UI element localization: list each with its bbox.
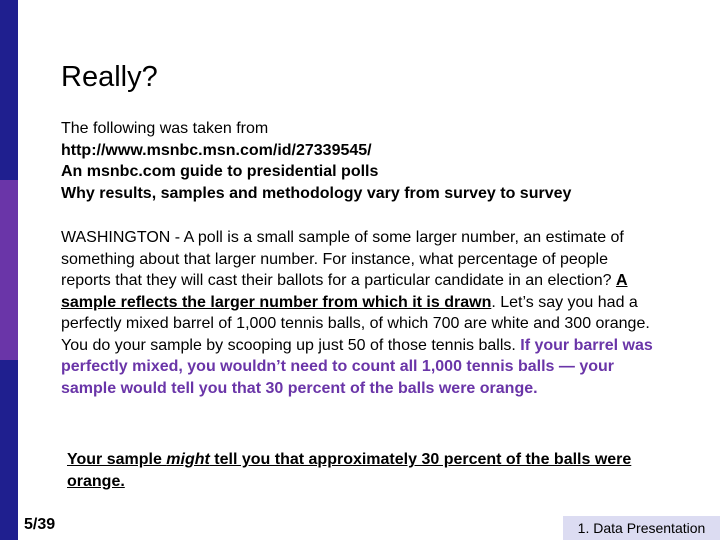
paragraph-emphasis: A sample reflects the larger number from which it is drawn — [61, 272, 628, 311]
paragraph-text-1: WASHINGTON - A poll is a small sample of some larger number, an estimate of something about that larger number. For instance, what percentage of people reports that they will cast their ballots for a particular candidate in an election? — [61, 229, 624, 289]
intro-line-url: http://www.msnbc.msn.com/id/27339545/ — [61, 141, 372, 159]
paragraph-highlight: If your barrel was perfectly mixed, you wouldn’t need to count all 1,000 tennis balls — your sample would tell you that 30 percent of the balls were orange. — [61, 336, 653, 397]
note-text-after: tell you that approximately 30 percent of the balls were orange. — [67, 451, 632, 490]
sidebar-segment-middle — [0, 180, 18, 360]
intro-line-source: The following was taken from — [61, 120, 269, 137]
note-text-italic: might — [166, 451, 210, 468]
summary-note — [67, 449, 647, 493]
sidebar-segment-top — [0, 0, 18, 180]
intro-line-subheadline: Why results, samples and methodology vary from survey to survey — [61, 184, 572, 202]
section-label: 1. Data Presentation — [563, 516, 720, 540]
slide-title: Really? — [61, 61, 158, 93]
sidebar-accent-bar — [0, 0, 18, 540]
paragraph-text-2: . Let’s say you had a perfectly mixed barrel of 1,000 tennis balls, of which 700 are white and 300 orange. You do your sample by scooping up just 50 of those tennis balls. — [61, 293, 650, 354]
article-paragraph — [61, 227, 657, 399]
intro-block — [61, 118, 661, 204]
page-number: 5/39 — [24, 516, 56, 533]
intro-line-headline: An msnbc.com guide to presidential polls — [61, 163, 379, 180]
note-text-before: Your sample — [67, 451, 167, 468]
sidebar-segment-bottom — [0, 360, 18, 540]
